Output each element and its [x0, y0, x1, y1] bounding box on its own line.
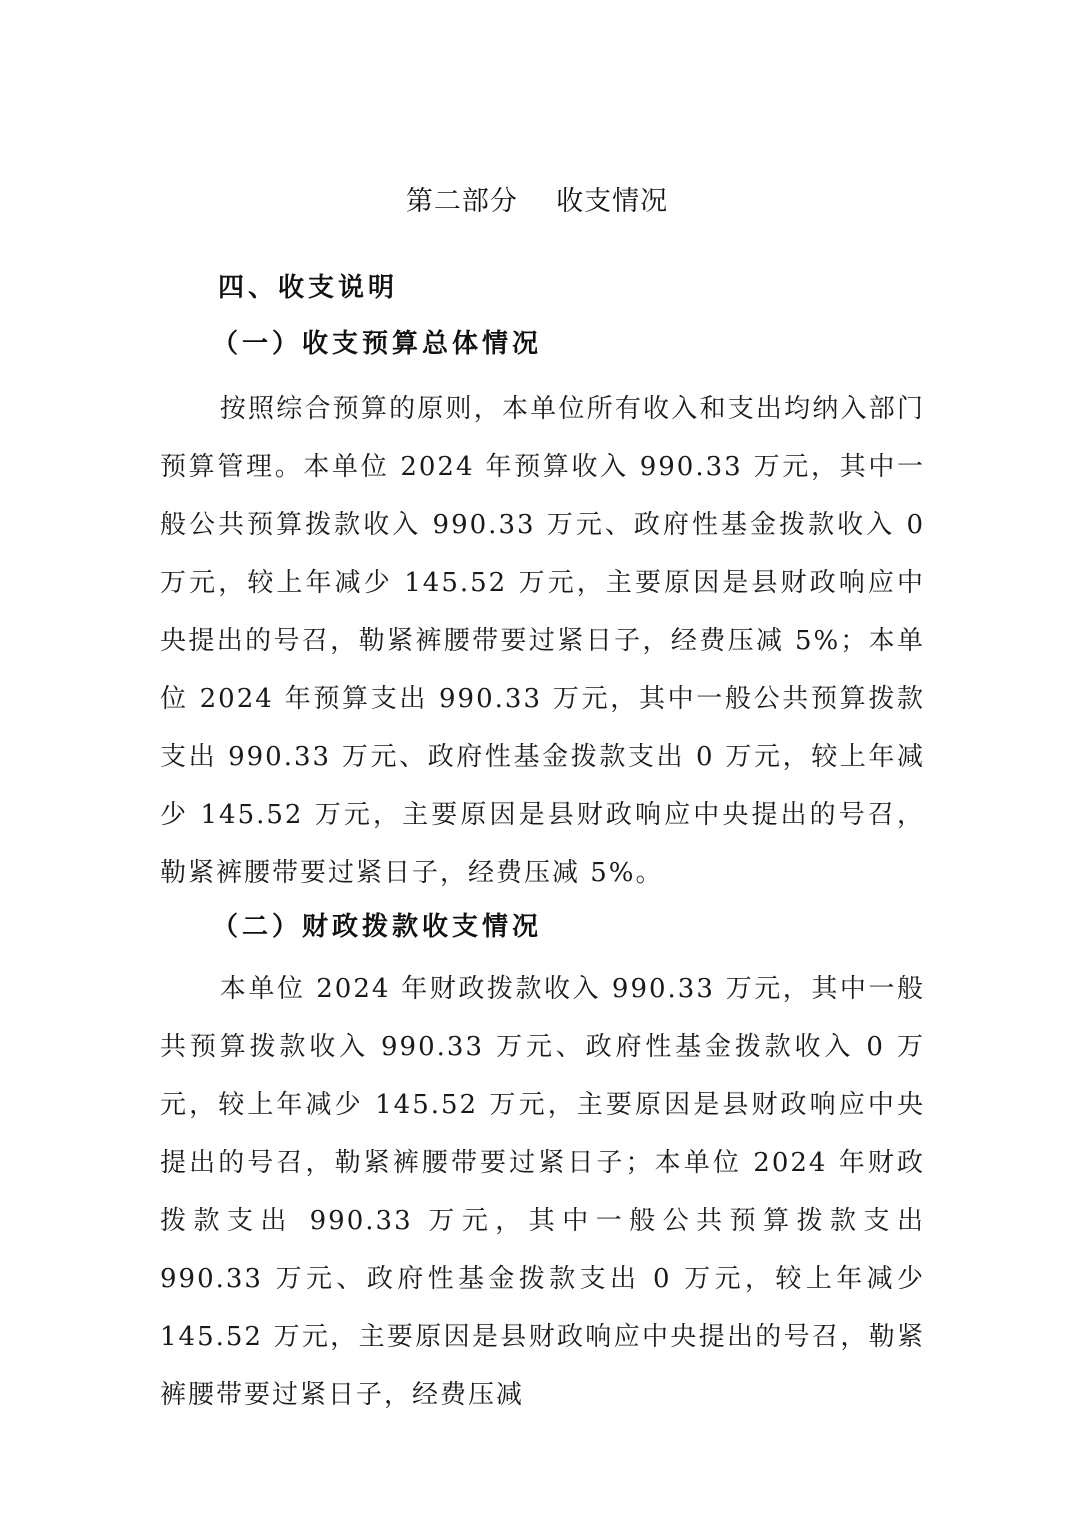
subsection-heading-fiscal-appropriation: （二）财政拨款收支情况	[212, 912, 543, 942]
paragraph-budget-overview: 按照综合预算的原则，本单位所有收入和支出均纳入部门预算管理。本单位 2024 年预算收入 990.33 万元，其中一般公共预算拨款收入 990.33 万元、政府性基金拨款收入 0 万元，较上年减少 145.52 万元，主要原因是县财政响应中央提出的号召，勒紧裤腰带要过紧日子，经费压减 5%；本单位 2024 年预算支出 990.33 万元，其中一般公共预算拨款支出 990.33 万元、政府性基金拨款支出 0 万元，较上年减少 145.52 万元，主要原因是县财政响应中央提出的号召，勒紧裤腰带要过紧日子，经费压减 5%。	[160, 394, 925, 888]
paragraph-fiscal-appropriation: 本单位 2024 年财政拨款收入 990.33 万元，其中一般共预算拨款收入 990.33 万元、政府性基金拨款收入 0 万元，较上年减少 145.52 万元，主要原因是县财政响应中央提出的号召，勒紧裤腰带要过紧日子；本单位 2024 年财政拨款支出 990.33 万元，其中一般公共预算拨款支出 990.33 万元、政府性基金拨款支出 0 万元，较上年减少 145.52 万元，主要原因是县财政响应中央提出的号召，勒紧裤腰带要过紧日子，经费压减	[160, 974, 925, 1410]
part-title: 第二部分 收支情况	[405, 186, 669, 217]
subsection-heading-budget-overview: （一）收支预算总体情况	[212, 329, 543, 359]
section-heading: 四、收支说明	[218, 273, 399, 303]
